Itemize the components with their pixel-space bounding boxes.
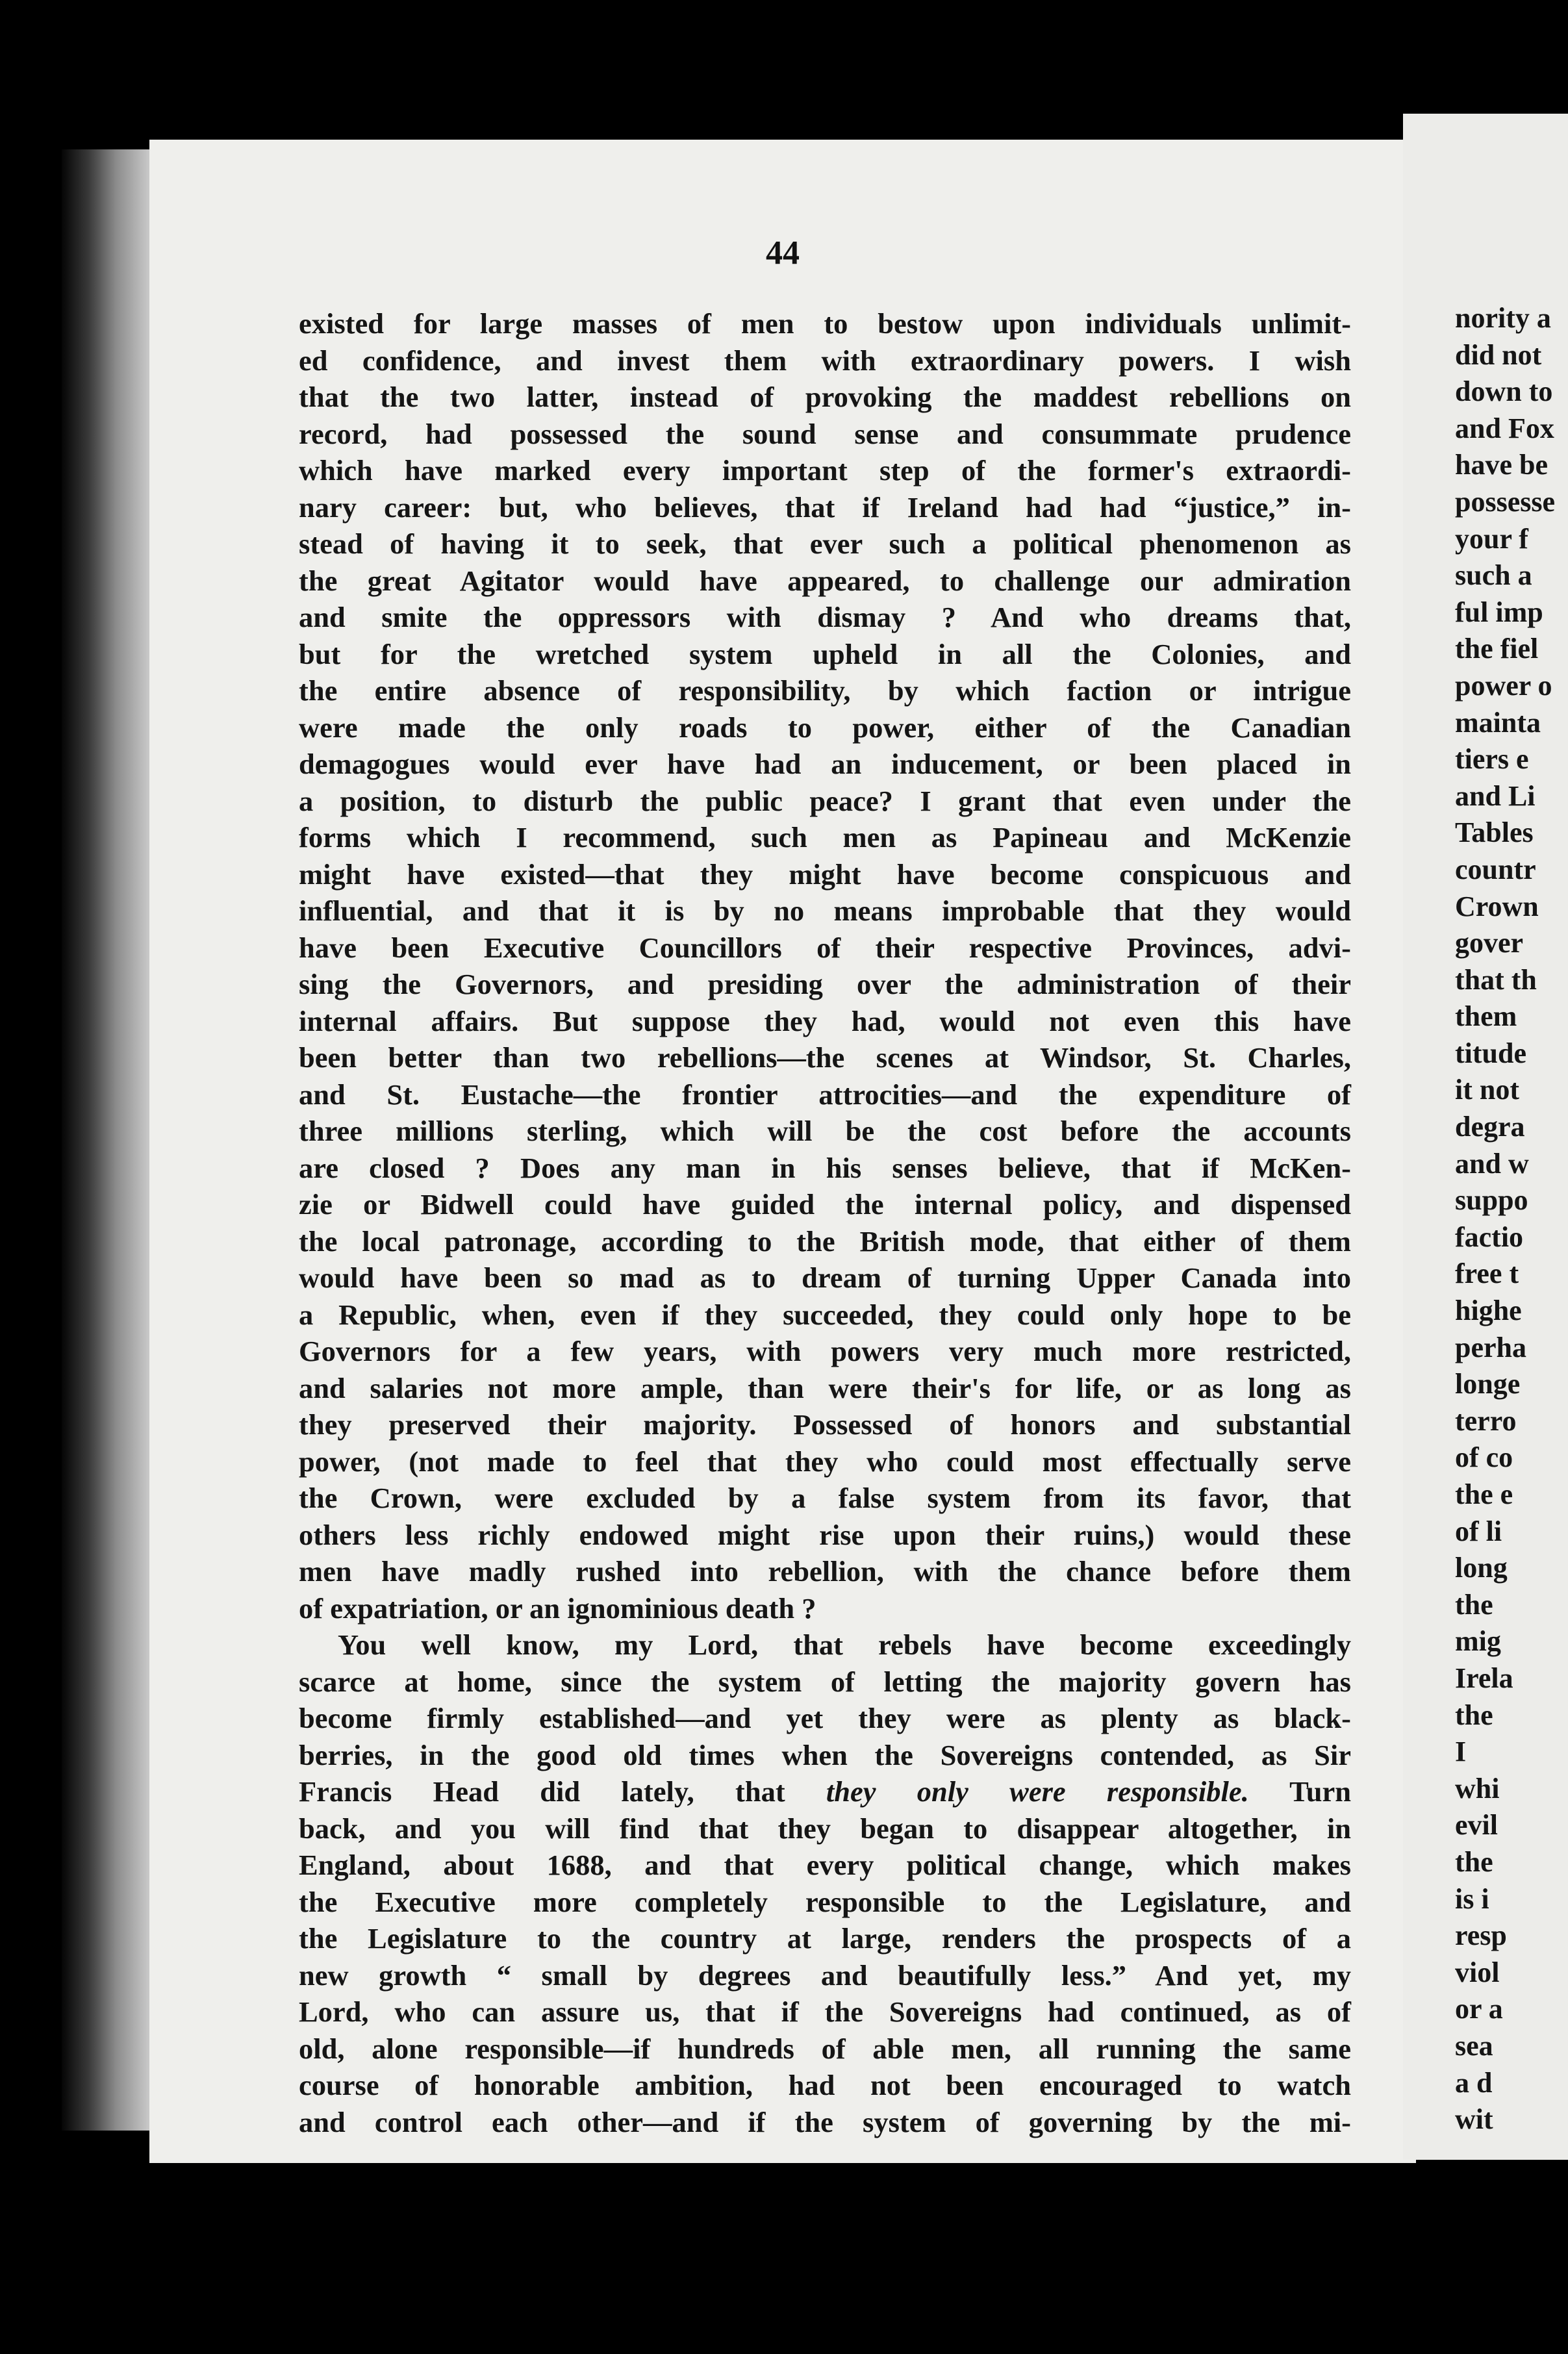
text-line: but for the wretched system upheld in all the Colonies, and: [299, 637, 1351, 670]
text-fragment: your f: [1455, 522, 1528, 555]
page-number: 44: [766, 234, 800, 272]
text-line: berries, in the good old times when the Sovereigns contended, as Sir: [299, 1738, 1351, 1771]
right-page-text-fragments: [1455, 300, 1568, 2136]
text-line: the Crown, were excluded by a false system from its favor, that: [299, 1482, 1351, 1514]
text-fragment: the e: [1455, 1478, 1513, 1510]
text-fragment: resp: [1455, 1919, 1507, 1952]
text-fragment: Tables: [1455, 816, 1534, 849]
text-segment: Francis Head did lately, that: [299, 1775, 826, 1808]
text-fragment: free t: [1455, 1258, 1519, 1290]
text-line: England, about 1688, and that every political change, which makes: [299, 1849, 1351, 1881]
text-fragment: wit: [1455, 2103, 1493, 2136]
text-line: and control each other—and if the system of governing by the mi-: [299, 2105, 1351, 2138]
text-fragment: terro: [1455, 1404, 1517, 1437]
book-binding-shadow: [62, 149, 153, 2131]
text-fragment: countr: [1455, 853, 1536, 885]
text-fragment: whi: [1455, 1772, 1500, 1804]
text-line: old, alone responsible—if hundreds of able men, all running the same: [299, 2032, 1351, 2065]
text-fragment: long: [1455, 1552, 1508, 1584]
text-line: the Executive more completely responsible to the Legislature, and: [299, 1885, 1351, 1918]
text-fragment: possesse: [1455, 485, 1556, 518]
italic-phrase: they only were responsible.: [826, 1775, 1249, 1808]
text-fragment: such a: [1455, 559, 1532, 592]
text-line: record, had possessed the sound sense and consummate prudence: [299, 417, 1351, 450]
text-fragment: highe: [1455, 1295, 1522, 1327]
text-line: a position, to disturb the public peace? I grant that even under the: [299, 784, 1351, 817]
text-line: that the two latter, instead of provoking the maddest rebellions on: [299, 381, 1351, 413]
text-fragment: them: [1455, 1000, 1517, 1033]
text-line: they preserved their majority. Possessed of honors and substantial: [299, 1408, 1351, 1441]
paragraph-end-line: of expatriation, or an ignominious death ?: [299, 1591, 816, 1625]
text-fragment: a d: [1455, 2066, 1493, 2099]
text-fragment: and Fox: [1455, 412, 1554, 444]
text-fragment: the: [1455, 1699, 1493, 1731]
text-fragment: the fiel: [1455, 633, 1539, 665]
text-fragment: have be: [1455, 449, 1548, 481]
text-fragment: Irela: [1455, 1662, 1513, 1694]
text-fragment: sea: [1455, 2029, 1493, 2062]
text-fragment: mainta: [1455, 706, 1541, 739]
text-line: the Legislature to the country at large, renders the prospects of a: [299, 1922, 1351, 1955]
text-line: internal affairs. But suppose they had, would not even this have: [299, 1004, 1351, 1037]
text-line: scarce at home, since the system of letting the majority govern has: [299, 1665, 1351, 1698]
text-line: influential, and that it is by no means improbable that they would: [299, 894, 1351, 927]
page-body-text: [299, 305, 1351, 2157]
text-fragment: titude: [1455, 1037, 1526, 1069]
text-line-with-italic: [299, 1773, 1351, 1810]
text-line: three millions sterling, which will be the cost before the accounts: [299, 1115, 1351, 1147]
text-fragment: perha: [1455, 1331, 1526, 1363]
text-line: a Republic, when, even if they succeeded, they could only hope to be: [299, 1298, 1351, 1331]
text-line: new growth “ small by degrees and beautifully less.” And yet, my: [299, 1958, 1351, 1992]
text-fragment: power o: [1455, 669, 1552, 702]
text-fragment: ful imp: [1455, 596, 1543, 628]
text-fragment: nority a: [1455, 302, 1551, 334]
text-line: have been Executive Councillors of their respective Provinces, advi-: [299, 931, 1351, 964]
text-line: been better than two rebellions—the scenes at Windsor, St. Charles,: [299, 1041, 1351, 1074]
paragraph-start-line: You well know, my Lord, that rebels have become exceedingly: [338, 1628, 1351, 1661]
text-fragment: the: [1455, 1845, 1493, 1878]
text-fragment: and Li: [1455, 779, 1536, 812]
text-fragment: I: [1455, 1736, 1467, 1768]
text-line: back, and you will find that they began to disappear altogether, in: [299, 1812, 1351, 1845]
text-line: nary career: but, who believes, that if Ireland had had “justice,” in-: [299, 490, 1351, 524]
text-segment: Turn: [1248, 1775, 1351, 1808]
text-fragment: that th: [1455, 963, 1537, 996]
text-line: which have marked every important step of the former's extraordi-: [299, 454, 1351, 487]
text-fragment: Crown: [1455, 890, 1539, 922]
text-line: are closed ? Does any man in his senses believe, that if McKen-: [299, 1151, 1351, 1184]
text-fragment: evil: [1455, 1809, 1498, 1841]
text-line: demagogues would ever have had an inducement, or been placed in: [299, 748, 1351, 780]
text-line: power, (not made to feel that they who could most effectually serve: [299, 1445, 1351, 1478]
text-line: might have existed—that they might have become conspicuous and: [299, 857, 1351, 891]
text-fragment: suppo: [1455, 1184, 1528, 1217]
text-line: would have been so mad as to dream of turning Upper Canada into: [299, 1261, 1351, 1294]
text-fragment: gover: [1455, 927, 1524, 959]
text-fragment: did not: [1455, 338, 1542, 371]
text-fragment: the: [1455, 1588, 1493, 1621]
text-line: were made the only roads to power, either of the Canadian: [299, 711, 1351, 744]
text-line: and salaries not more ample, than were their's for life, or as long as: [299, 1371, 1351, 1404]
text-line: ed confidence, and invest them with extraordinary powers. I wish: [299, 344, 1351, 377]
text-line: zie or Bidwell could have guided the internal policy, and dispensed: [299, 1188, 1351, 1221]
text-fragment: mig: [1455, 1625, 1501, 1658]
text-fragment: viol: [1455, 1956, 1500, 1988]
text-line: stead of having it to seek, that ever such a political phenomenon as: [299, 527, 1351, 560]
text-line: and smite the oppressors with dismay ? And who dreams that,: [299, 601, 1351, 633]
text-line: others less richly endowed might rise upon their ruins,) would these: [299, 1518, 1351, 1551]
text-fragment: longe: [1455, 1368, 1521, 1400]
text-fragment: down to: [1455, 375, 1553, 408]
text-line: the local patronage, according to the British mode, that either of them: [299, 1224, 1351, 1258]
text-line: become firmly established—and yet they were as plenty as black-: [299, 1702, 1351, 1734]
text-line: men have madly rushed into rebellion, with the chance before them: [299, 1555, 1351, 1588]
text-line: sing the Governors, and presiding over the administration of their: [299, 968, 1351, 1000]
text-line: existed for large masses of men to bestow upon individuals unlimit-: [299, 307, 1351, 340]
text-line: Lord, who can assure us, that if the Sovereigns had continued, as of: [299, 1995, 1351, 2028]
text-fragment: tiers e: [1455, 743, 1529, 776]
text-fragment: is i: [1455, 1882, 1489, 1915]
text-fragment: or a: [1455, 1993, 1503, 2025]
text-line: course of honorable ambition, had not been encouraged to watch: [299, 2069, 1351, 2101]
text-fragment: it not: [1455, 1074, 1519, 1106]
text-line: Governors for a few years, with powers very much more restricted,: [299, 1335, 1351, 1367]
text-line: the great Agitator would have appeared, to challenge our admiration: [299, 564, 1351, 597]
text-line: forms which I recommend, such men as Papineau and McKenzie: [299, 821, 1351, 854]
text-fragment: factio: [1455, 1221, 1524, 1253]
text-fragment: of li: [1455, 1515, 1502, 1547]
text-line: the entire absence of responsibility, by which faction or intrigue: [299, 674, 1351, 707]
text-fragment: of co: [1455, 1441, 1513, 1474]
text-fragment: degra: [1455, 1111, 1525, 1143]
text-fragment: and w: [1455, 1147, 1529, 1180]
text-line: and St. Eustache—the frontier attrocities—and the expenditure of: [299, 1078, 1351, 1111]
